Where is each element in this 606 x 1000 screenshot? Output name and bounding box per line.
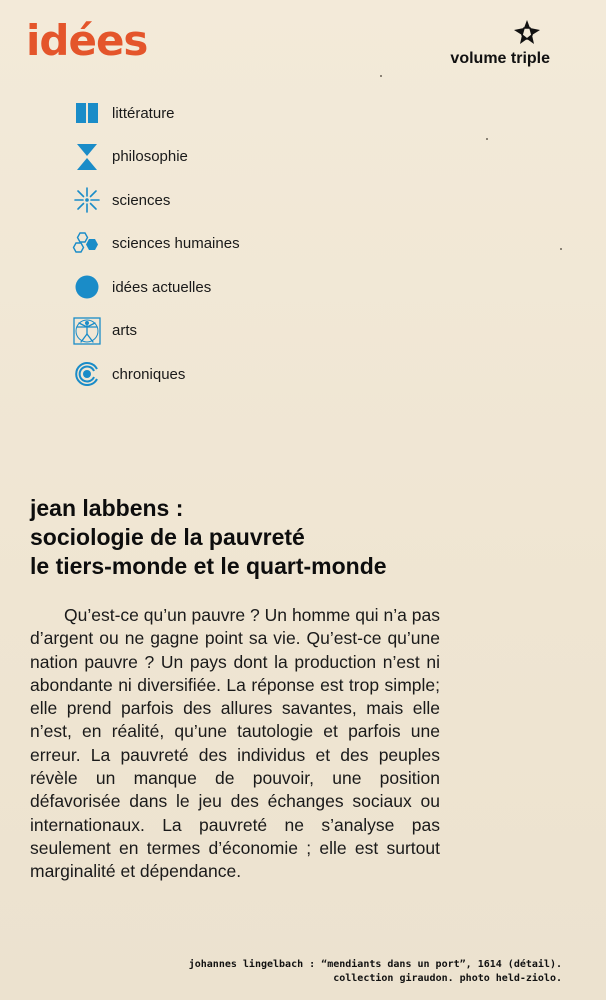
book-heading (30, 494, 570, 581)
circle-icon (72, 272, 102, 302)
hourglass-icon (72, 142, 102, 172)
category-label: arts (112, 322, 138, 339)
hexagons-icon (72, 229, 102, 259)
category-philosophy (72, 142, 372, 172)
blurb-paragraph: Qu’est-ce qu’un pauvre ? Un homme qui n’a pas d’argent ou ne gagne point sa vie. Qu’est-ce qu’une nation pauvre ? Un pays dont la production n’est ni abondante ni diversifiée. La réponse est trop simple; elle prend parfois des allures savantes, mais elle n’est, en réalité, qu’une tautologie et parfois une erreur. La pauvreté des individus et des peuples révèle un manque de pouvoir, une position défavorisée dans le jeu des échanges sociaux ou internationaux. La pauvreté ne s’analyse pas seulement en termes d’économie ; elle est surtout marginalité et dépendance. (30, 605, 440, 882)
series-brand: idées (26, 16, 148, 65)
paper-speck (486, 138, 488, 140)
paper-speck (380, 75, 382, 77)
category-label: chroniques (112, 365, 186, 383)
spiral-icon (72, 359, 102, 389)
atom-star-icon (72, 185, 102, 215)
book-subtitle: le tiers-monde et le quart-monde (30, 553, 387, 579)
category-label: sciences humaines (112, 235, 240, 252)
author-name: jean labbens : (30, 495, 184, 521)
category-sciences (72, 185, 372, 215)
star-book-icon (510, 18, 544, 48)
volume-label: volume triple (450, 50, 550, 67)
category-current-ideas (72, 272, 372, 302)
category-label: sciences (112, 191, 171, 209)
credit-line: collection giraudon. photo held-ziolo. (333, 973, 562, 984)
category-literature (72, 98, 372, 128)
category-list (72, 98, 372, 403)
image-credit (142, 958, 562, 986)
book-title: sociologie de la pauvreté (30, 524, 305, 550)
category-label: idées actuelles (112, 278, 212, 296)
category-label: littérature (112, 104, 175, 122)
category-arts (72, 316, 372, 346)
credit-line: johannes lingelbach : “mendiants dans un port”, 1614 (détail). (188, 959, 562, 970)
category-human-sciences (72, 229, 372, 259)
vitruvian-man-icon (72, 316, 102, 346)
category-label: philosophie (112, 148, 188, 165)
paper-speck (560, 248, 562, 250)
category-chronicles (72, 359, 372, 389)
book-icon (72, 98, 102, 128)
